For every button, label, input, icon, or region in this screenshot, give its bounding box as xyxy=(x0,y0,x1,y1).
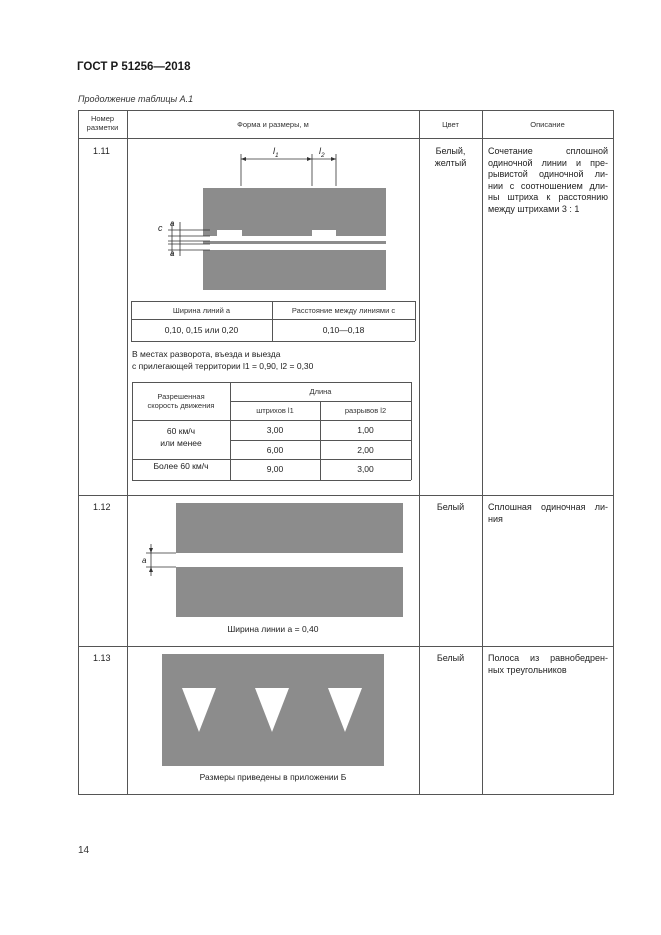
marking-number: 1.12 xyxy=(93,502,111,512)
column-header-number: Номер разметки xyxy=(86,114,119,132)
diagram-caption: Размеры приведены в приложении Б xyxy=(199,772,347,782)
speed-value: 60 км/ч или менее xyxy=(160,426,202,448)
stroke-length: 3,00 xyxy=(266,425,284,435)
table-caption: Продолжение таблицы А.1 xyxy=(78,94,194,104)
dim-label-l1: $l_1$ xyxy=(273,146,279,159)
length-header: Длина xyxy=(309,387,332,396)
width-header: Ширина линий a xyxy=(172,306,231,315)
document-id: ГОСТ Р 51256—2018 xyxy=(77,61,191,73)
page-number: 14 xyxy=(78,845,90,856)
marking-description: Сочетание сплошной одиночной линии и пре- рывистой одиночной ли- нии с соотношением дли- ны штриха к расстоянию между штрихами 3 : 1 xyxy=(488,146,608,214)
dim-label-c: c xyxy=(158,223,163,233)
stroke-length: 9,00 xyxy=(266,464,284,474)
triangle-strip xyxy=(162,654,384,766)
gap-length: 2,00 xyxy=(357,445,374,455)
marking-color: Белый, желтый xyxy=(434,146,467,168)
marking-color: Белый xyxy=(436,653,465,663)
spacing-value: 0,10—0,18 xyxy=(322,325,365,335)
width-value: 0,10, 0,15 или 0,20 xyxy=(164,325,239,335)
gap-length: 3,00 xyxy=(357,464,374,474)
spacing-header: Расстояние между линиями c xyxy=(291,306,396,315)
diagram-caption: Ширина линии a = 0,40 xyxy=(227,624,319,634)
marking-number: 1.13 xyxy=(93,653,111,663)
marking-description: Полоса из равнобедрен- ных треугольников xyxy=(488,653,608,675)
gap-length: 1,00 xyxy=(357,425,374,435)
marking-description: Сплошная одиночная ли- ния xyxy=(488,502,608,524)
marking-number: 1.11 xyxy=(93,146,110,156)
gaps-header: разрывов l2 xyxy=(344,406,387,415)
strokes-header: штрихов l1 xyxy=(256,406,294,415)
speed-value: Более 60 км/ч xyxy=(153,461,209,471)
column-header-description: Описание xyxy=(530,120,565,129)
column-header-color: Цвет xyxy=(442,120,459,129)
turn-area-note: В местах разворота, въезда и выезда с прилегающей территории l1 = 0,90, l2 = 0,30 xyxy=(132,349,314,371)
road-surface-bottom xyxy=(176,567,403,617)
road-surface-top xyxy=(176,503,403,553)
dim-label-l2: $l_2$ xyxy=(319,146,325,159)
column-header-shape: Форма и размеры, м xyxy=(237,120,309,129)
dim-label-a: a xyxy=(170,219,175,228)
marking-color: Белый xyxy=(436,502,465,512)
dim-label-a: a xyxy=(142,556,147,565)
stroke-length: 6,00 xyxy=(266,445,284,455)
speed-header: Разрешенная скорость движения xyxy=(147,392,215,410)
dim-label-a: a xyxy=(170,249,175,258)
dimension-lines xyxy=(150,140,410,270)
